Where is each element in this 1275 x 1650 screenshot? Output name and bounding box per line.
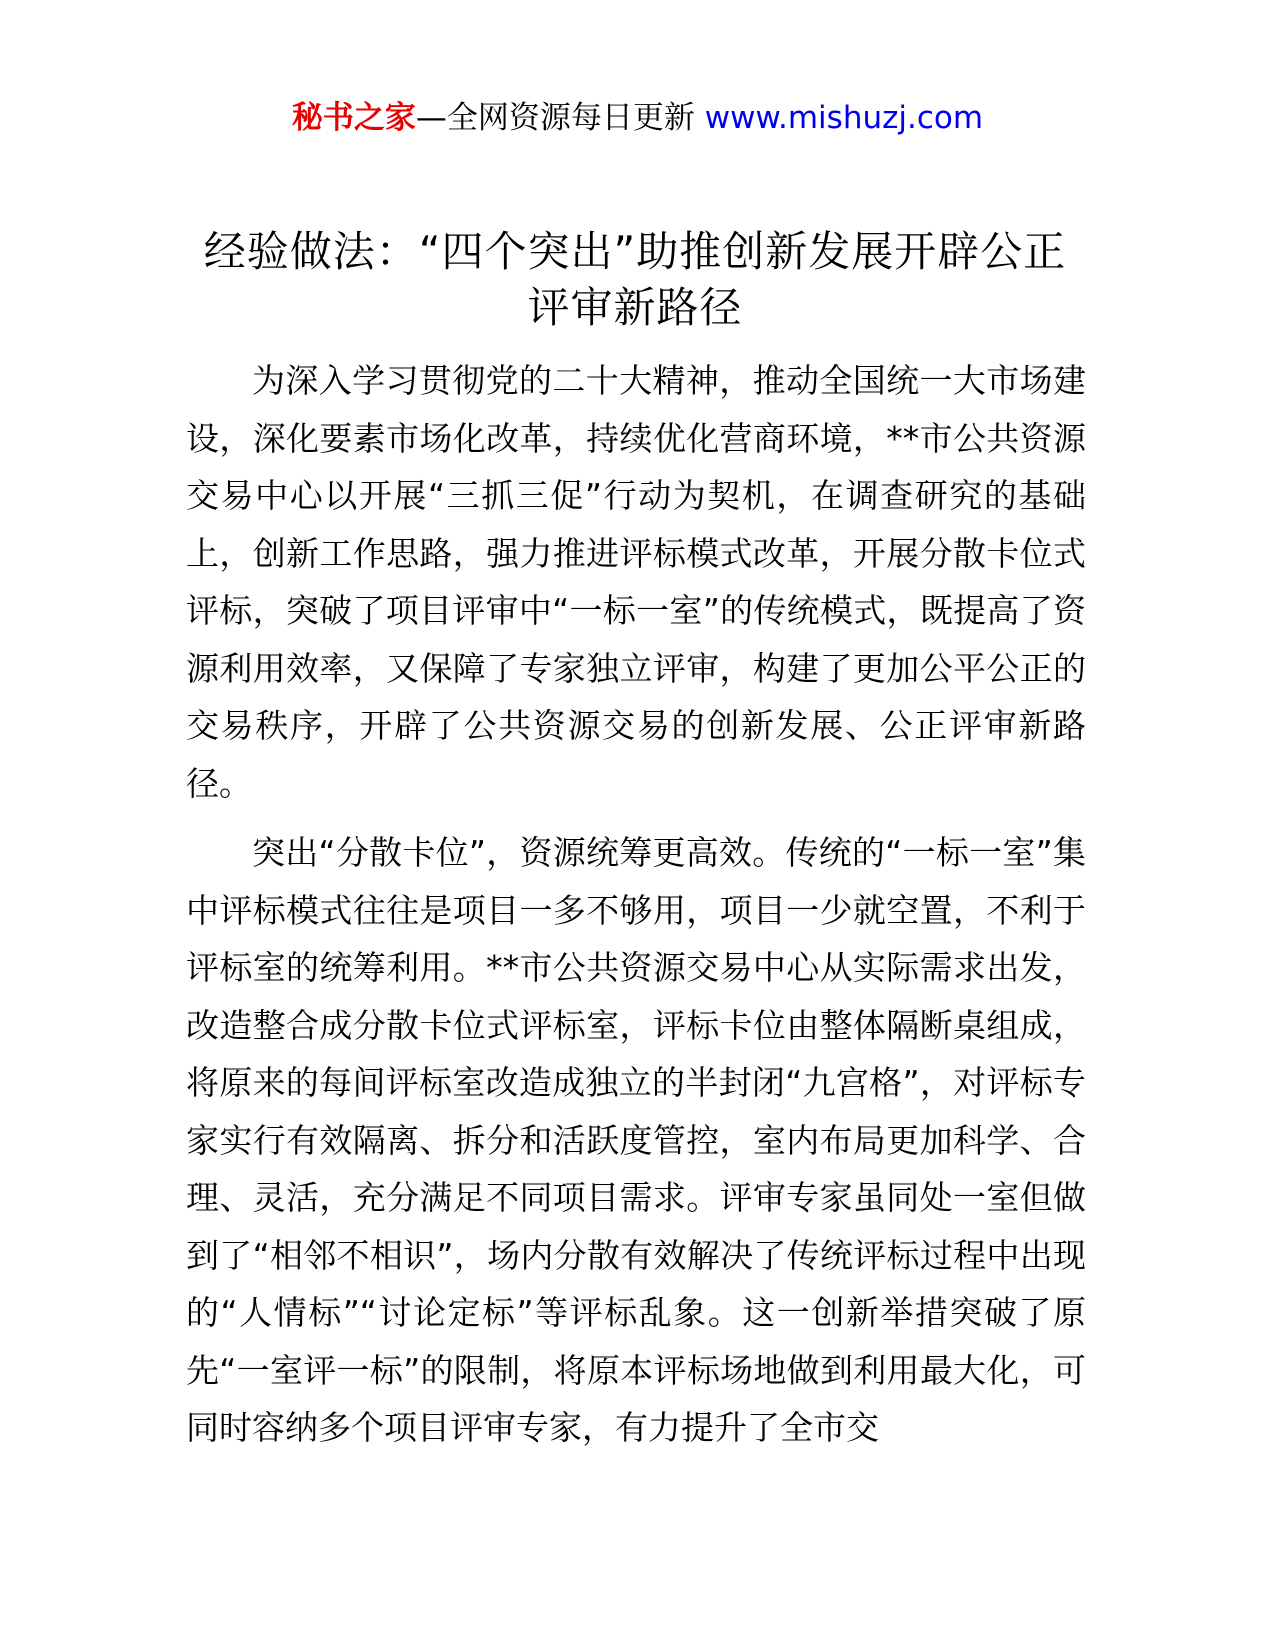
brand-name: 秘书之家: [291, 100, 416, 136]
page-header: [0, 98, 1275, 138]
document-title: 经验做法：“四个突出”助推创新发展开辟公正评审新路径: [203, 227, 1067, 332]
header-tagline: —全网资源每日更新: [415, 100, 705, 136]
document-body: [186, 352, 1086, 1469]
website-link[interactable]: www.mishuzj.com: [704, 100, 984, 136]
paragraph-section-1: 突出“分散卡位”，资源统筹更高效。传统的“一标一室”集中评标模式往往是项目一多不够用，项目一少就空置，不利于评标室的统筹利用。**市公共资源交易中心从实际需求出发，改造整合成分散卡位式评标室，评标卡位由整体隔断桌组成，将原来的每间评标室改造成独立的半封闭“九宫格”，对评标专家实行有效隔离、拆分和活跃度管控，室内布局更加科学、合理、灵活，充分满足不同项目需求。评审专家虽同处一室但做到了“相邻不相识”，场内分散有效解决了传统评标过程中出现的“人情标”“讨论定标”等评标乱象。这一创新举措突破了原先“一室评一标”的限制，将原本评标场地做到利用最大化，可同时容纳多个项目评审专家，有力提升了全市交: [186, 833, 1086, 1447]
paragraph-intro: 为深入学习贯彻党的二十大精神，推动全国统一大市场建设，深化要素市场化改革，持续优化营商环境，**市公共资源交易中心以开展“三抓三促”行动为契机，在调查研究的基础上，创新工作思路，强力推进评标模式改革，开展分散卡位式评标，突破了项目评审中“一标一室”的传统模式，既提高了资源利用效率，又保障了专家独立评审，构建了更加公平公正的交易秩序，开辟了公共资源交易的创新发展、公正评审新路径。: [186, 361, 1086, 803]
